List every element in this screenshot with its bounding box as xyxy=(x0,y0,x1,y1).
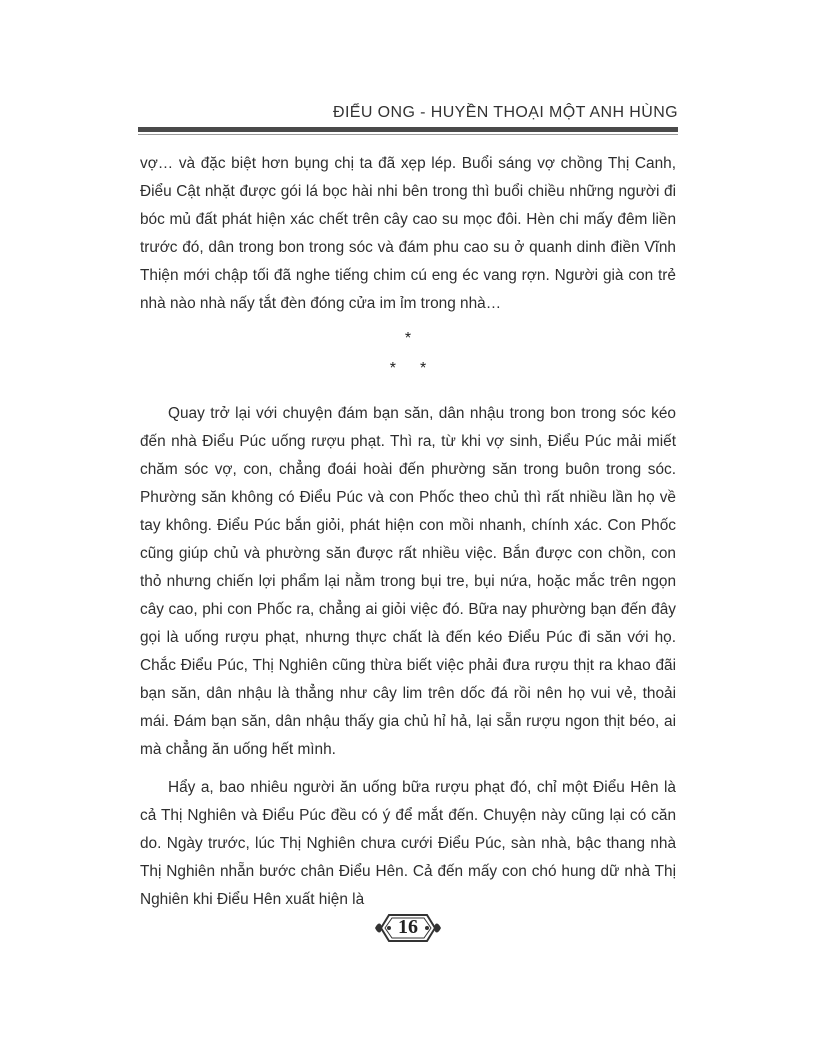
paragraph-hunting-party: Quay trở lại với chuyện đám bạn săn, dân nhậu trong bon trong sóc kéo đến nhà Điểu Púc uống rượu phạt. Thì ra, từ khi vợ sinh, Điểu Púc mải miết chăm sóc vợ, con, chẳng đoái hoài đến phường săn trong buôn trong sóc. Phường săn không có Điểu Púc và con Phốc theo chủ thì rất nhiều lần họ về tay không. Điểu Púc bắn giỏi, phát hiện con mồi nhanh, chính xác. Con Phốc cũng giúp chủ và phường săn được rất nhiều việc. Bắn được con chồn, con thỏ nhưng chiến lợi phẩm lại nằm trong bụi tre, bụi nứa, hoặc mắc trên ngọn cây cao, phi con Phốc ra, chẳng ai giỏi việc đó. Bữa nay phường bạn đến đây gọi là uống rượu phạt, nhưng thực chất là đến kéo Điểu Púc đi săn với họ. Chắc Điểu Púc, Thị Nghiên cũng thừa biết việc phải đưa rượu thịt ra khao đãi bạn săn, dân nhậu là thẳng như cây lim trên dốc đá rồi nên họ vui vẻ, thoải mái. Đám bạn săn, dân nhậu thấy gia chủ hỉ hả, lại sẵn rượu ngon thịt béo, ai mà chẳng ăn uống hết mình. xyxy=(140,405,676,758)
header-rule-thin xyxy=(138,134,678,135)
page-number: 16 xyxy=(398,916,418,938)
separator-asterisk-top: * xyxy=(404,330,412,347)
separator-asterisk-row xyxy=(140,354,676,384)
header-rule-thick xyxy=(138,127,678,132)
page-body xyxy=(140,150,676,914)
separator-asterisk-right: * xyxy=(420,360,427,377)
separator-asterisk-left: * xyxy=(389,360,396,377)
book-title-header: ĐIỂU ONG - HUYỀN THOẠI MỘT ANH HÙNG xyxy=(333,104,678,121)
paragraph-continued: vợ… và đặc biệt hơn bụng chị ta đã xẹp lép. Buổi sáng vợ chồng Thị Canh, Điểu Cật nhặt được gói lá bọc hài nhi bên trong thì buổi chiều những người đi bóc mủ đất phát hiện xác chết trên cây cao su mọc đôi. Hèn chi mấy đêm liền trước đó, dân trong bon trong sóc và đám phu cao su ở quanh dinh điền Vĩnh Thiện mới chập tối đã nghe tiếng chim cú eng éc vang rợn. Người già con trẻ nhà nào nhà nấy tắt đèn đóng cửa im ỉm trong nhà… xyxy=(140,155,676,312)
page-number-ornament xyxy=(373,911,443,945)
section-separator xyxy=(140,324,676,384)
paragraph-dieu-hen: Hẩy a, bao nhiêu người ăn uống bữa rượu phạt đó, chỉ một Điểu Hên là cả Thị Nghiên và Điểu Púc đều có ý để mắt đến. Chuyện này cũng lại có căn do. Ngày trước, lúc Thị Nghiên chưa cưới Điểu Púc, sàn nhà, bậc thang nhà Thị Nghiên nhẵn bước chân Điểu Hên. Cả đến mấy con chó hung dữ nhà Thị Nghiên khi Điểu Hên xuất hiện là xyxy=(140,779,676,908)
